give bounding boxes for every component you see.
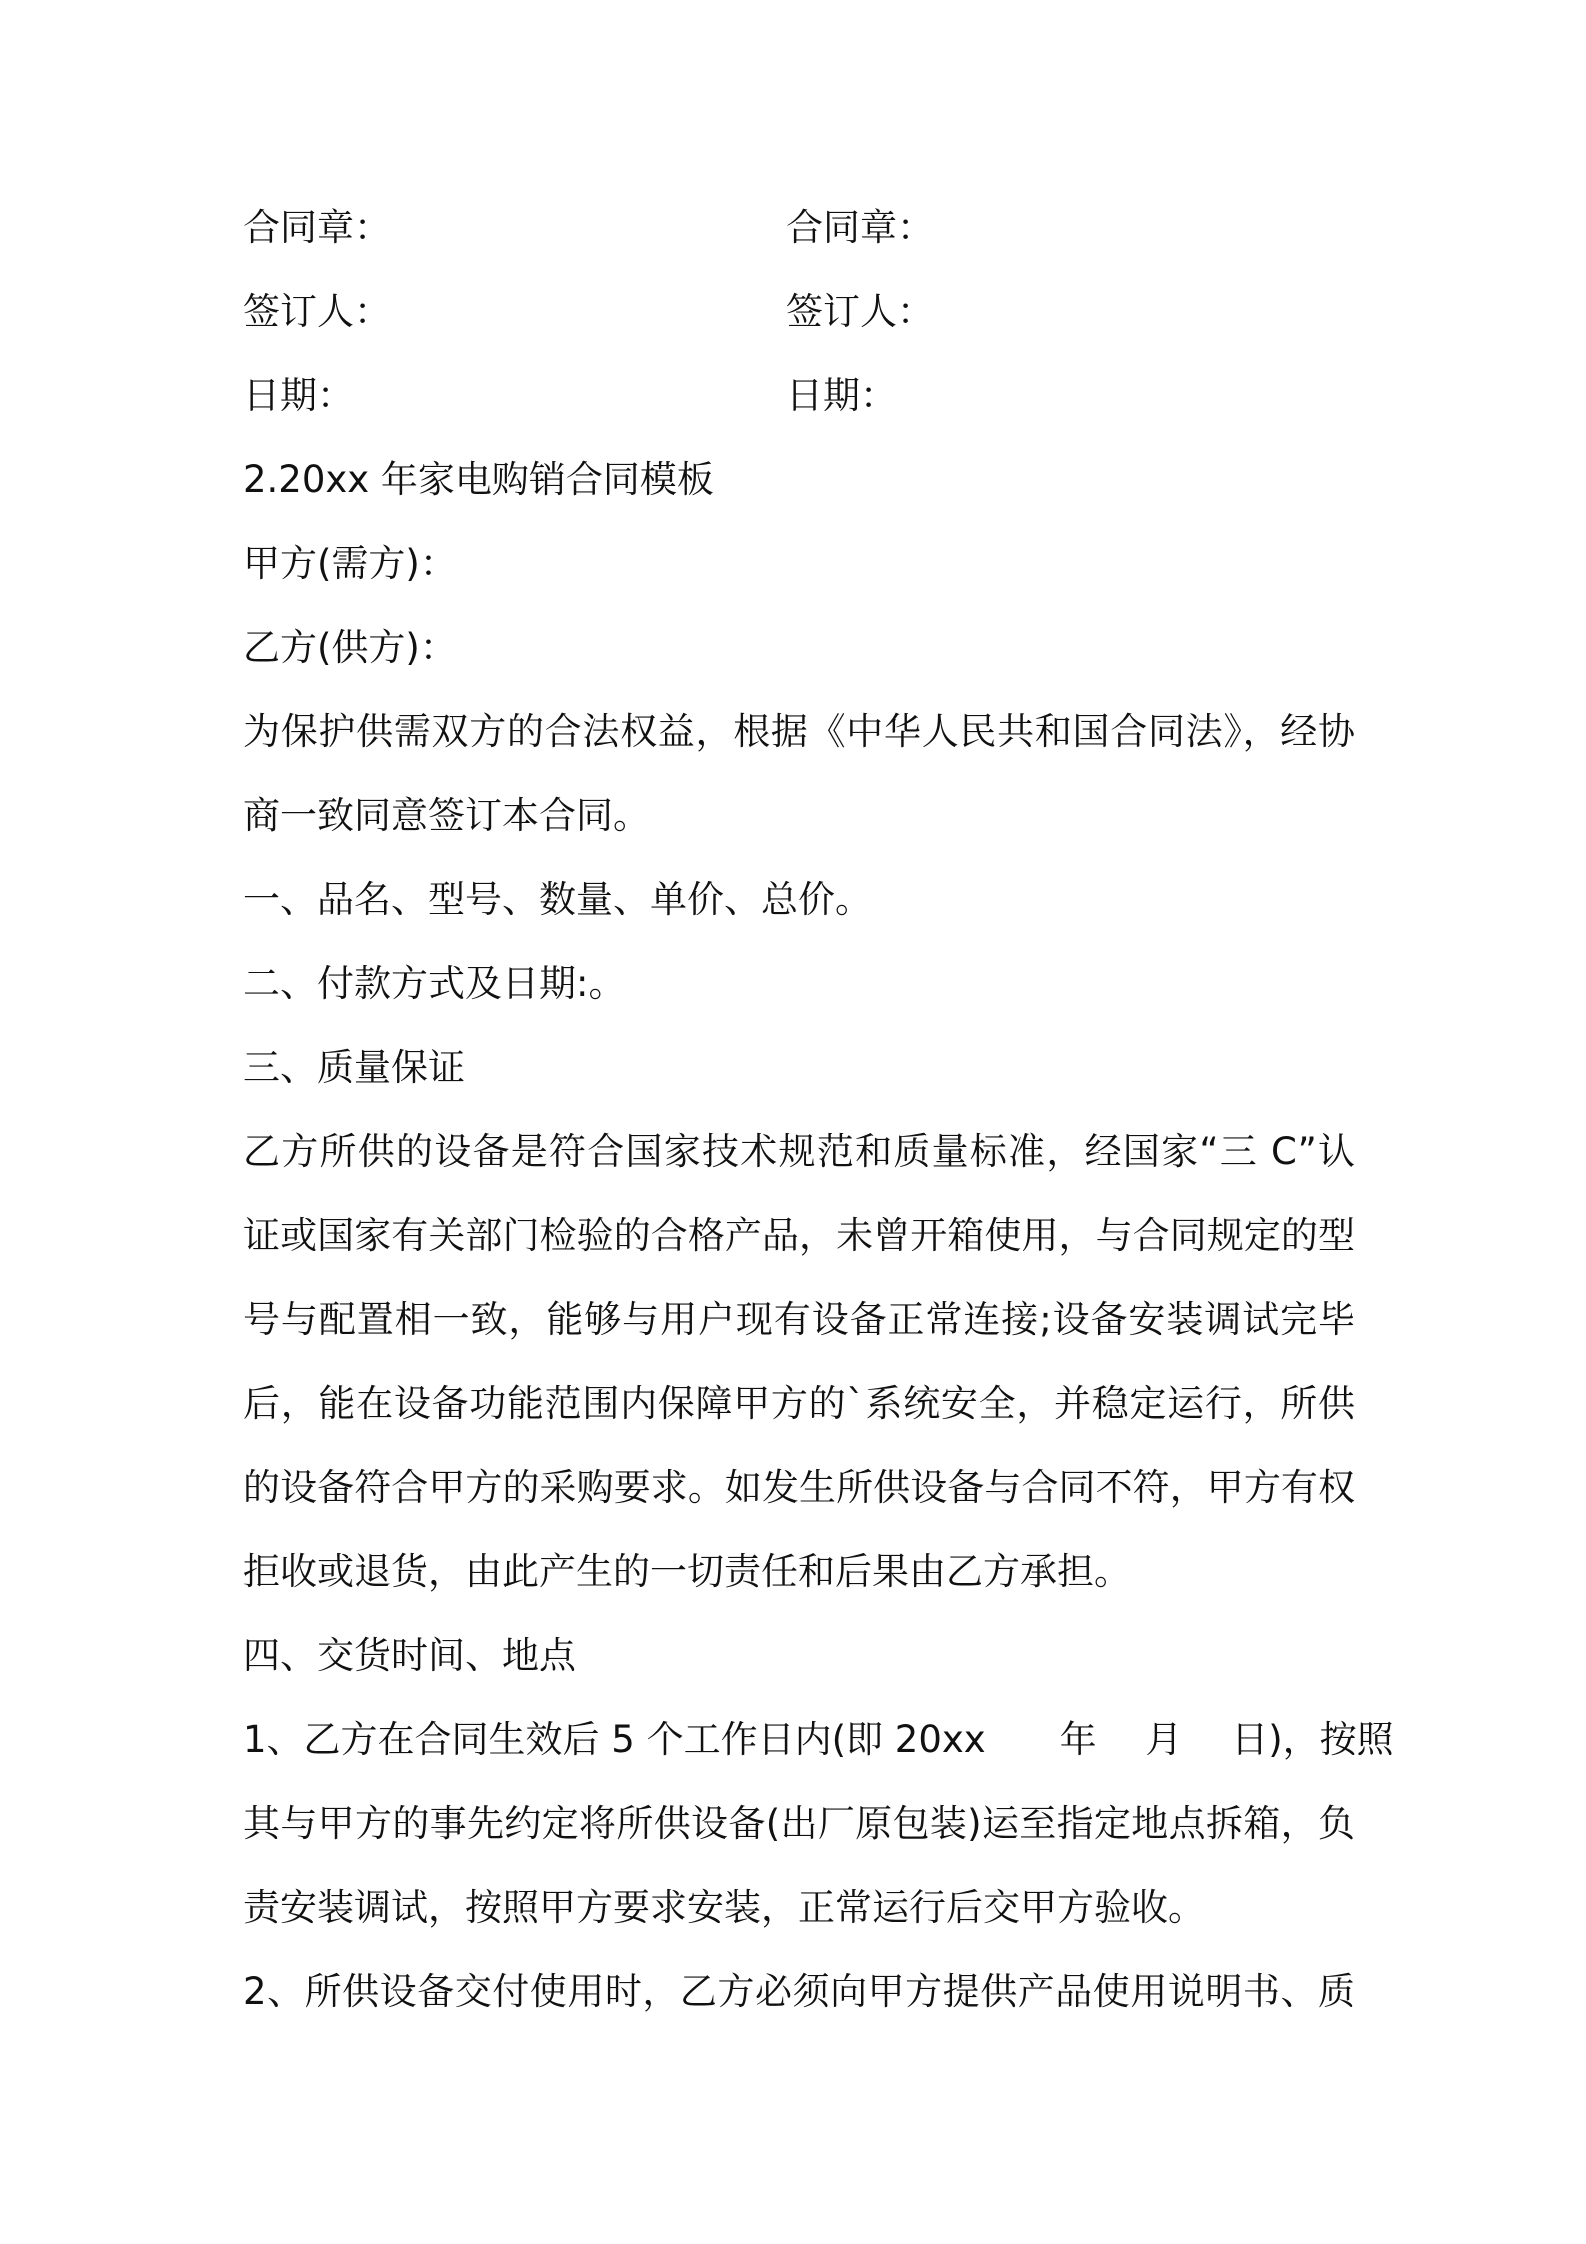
preamble-line: 商一致同意签订本合同。 bbox=[243, 794, 650, 837]
section-heading: 二、付款方式及日期:。 bbox=[243, 962, 626, 1005]
contract-title: 2.20xx 年家电购销合同模板 bbox=[243, 458, 714, 501]
left-date-label: 日期： bbox=[243, 374, 354, 417]
paragraph-line: 责安装调试，按照甲方要求安装，正常运行后交甲方验收。 bbox=[243, 1886, 1205, 1929]
right-date-label: 日期： bbox=[786, 374, 897, 417]
paragraph-line: 其与甲方的事先约定将所供设备(出厂原包装)运至指定地点拆箱，负 bbox=[243, 1802, 1355, 1845]
section-heading: 三、质量保证 bbox=[243, 1046, 465, 1089]
paragraph-line: 后，能在设备功能范围内保障甲方的`系统安全，并稳定运行，所供 bbox=[243, 1382, 1355, 1425]
preamble-line: 为保护供需双方的合法权益，根据《中华人民共和国合同法》，经协 bbox=[243, 710, 1355, 753]
left-seal-label: 合同章： bbox=[243, 206, 391, 249]
right-signer-label: 签订人： bbox=[786, 290, 934, 333]
paragraph-line: 乙方所供的设备是符合国家技术规范和质量标准，经国家“三 C”认 bbox=[243, 1130, 1355, 1173]
left-signer-label: 签订人： bbox=[243, 290, 391, 333]
party-a-label: 甲方(需方)： bbox=[243, 542, 457, 585]
paragraph-line: 拒收或退货，由此产生的一切责任和后果由乙方承担。 bbox=[243, 1550, 1131, 1593]
paragraph-line: 证或国家有关部门检验的合格产品，未曾开箱使用，与合同规定的型 bbox=[243, 1214, 1355, 1257]
party-b-label: 乙方(供方)： bbox=[243, 626, 457, 669]
paragraph-line: 的设备符合甲方的采购要求。如发生所供设备与合同不符，甲方有权 bbox=[243, 1466, 1355, 1509]
section-heading: 一、品名、型号、数量、单价、总价。 bbox=[243, 878, 872, 921]
right-seal-label: 合同章： bbox=[786, 206, 934, 249]
paragraph-line: 号与配置相一致，能够与用户现有设备正常连接;设备安装调试完毕 bbox=[243, 1298, 1355, 1341]
paragraph-line: 1、乙方在合同生效后 5 个工作日内(即 20xx 年 月 日)，按照 bbox=[243, 1718, 1394, 1761]
paragraph-line: 2、所供设备交付使用时，乙方必须向甲方提供产品使用说明书、质 bbox=[243, 1970, 1355, 2013]
section-heading: 四、交货时间、地点 bbox=[243, 1634, 576, 1677]
